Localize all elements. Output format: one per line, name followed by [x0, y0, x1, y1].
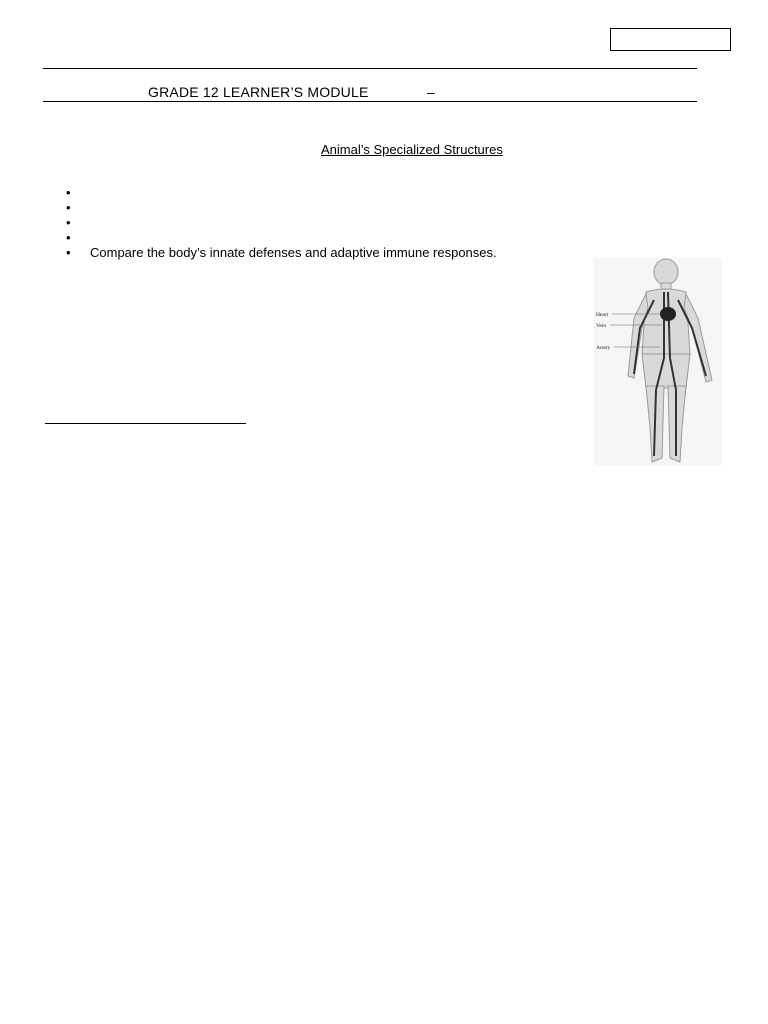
bullet-icon: • — [66, 200, 71, 215]
circulatory-system-figure — [594, 258, 722, 466]
lesson-title: Animal’s Specialized Structures — [321, 142, 503, 157]
signature-rule — [45, 423, 246, 424]
objectives-list — [66, 185, 497, 260]
circulatory-system-illustration — [594, 258, 722, 466]
objective-text: Compare the body’s innate defenses and adaptive immune responses. — [90, 245, 497, 260]
objective-item — [66, 245, 497, 260]
header-top-rule — [43, 68, 697, 69]
figure-label-vein: Vein — [596, 323, 607, 329]
objective-item — [66, 215, 497, 230]
objective-item — [66, 185, 497, 200]
figure-label-artery: Artery — [596, 345, 611, 351]
figure-label-heart: Heart — [596, 312, 609, 318]
bullet-icon: • — [66, 245, 71, 260]
module-header-dash: – — [427, 84, 435, 100]
bullet-icon: • — [66, 215, 71, 230]
objective-item — [66, 230, 497, 245]
objective-item — [66, 200, 497, 215]
header-bottom-rule — [43, 101, 697, 102]
module-header-title: GRADE 12 LEARNER’S MODULE — [148, 84, 369, 100]
bullet-icon: • — [66, 230, 71, 245]
corner-box — [610, 28, 731, 51]
bullet-icon: • — [66, 185, 71, 200]
